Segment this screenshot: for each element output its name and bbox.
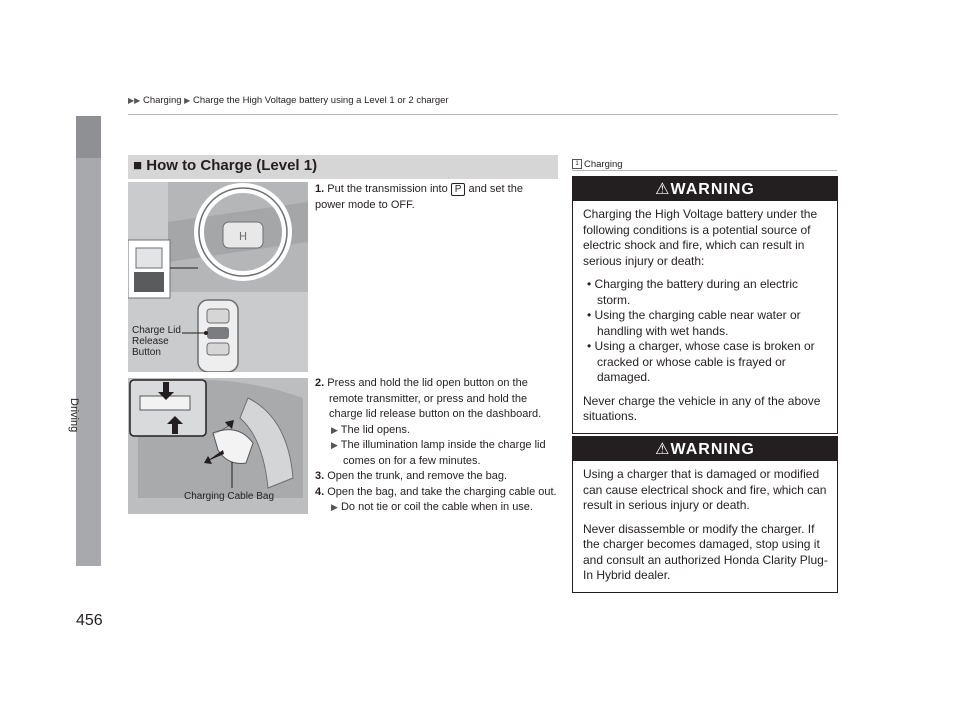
warning-intro: Charging the High Voltage battery under the following conditions is a potential source of electric shock and fire, which can result in serious injury or death:	[583, 207, 818, 268]
breadcrumb-arrow-icon: ▶▶	[128, 96, 141, 105]
step-2-sub-1: ▶ The lid opens.	[331, 423, 410, 436]
reference-icon: 1	[572, 159, 582, 169]
warning-triangle-icon: ⚠	[655, 441, 671, 458]
warning-outro: Never disassemble or modify the charger. If the charger becomes damaged, stop using it and consult an authorized Honda Clarity Plug-In Hybrid dealer.	[583, 521, 828, 582]
side-tab	[76, 116, 101, 566]
result-arrow-icon: ▶	[331, 502, 338, 512]
warning-intro: Using a charger that is damaged or modified can cause electrical shock and fire, which can result in serious injury or death.	[583, 467, 827, 512]
park-key-icon: P	[451, 183, 466, 196]
warning-box-2	[572, 436, 838, 593]
warning-outro: Never charge the vehicle in any of the above situations.	[583, 393, 821, 423]
breadcrumb-part-1[interactable]: Charging	[142, 95, 182, 106]
charging-cable-bag-label: Charging Cable Bag	[184, 491, 275, 502]
warning-box-1	[572, 176, 838, 434]
section-marker: ■	[133, 157, 143, 174]
sidebar-divider	[572, 170, 837, 171]
side-tab-marker	[76, 116, 101, 158]
warning-triangle-icon: ⚠	[655, 181, 671, 198]
warning-bullet: • Charging the battery during an electric storm.	[583, 277, 829, 308]
trunk-illustration	[128, 378, 308, 514]
dashboard-illustration	[128, 182, 308, 372]
result-arrow-icon: ▶	[331, 440, 338, 450]
step-2-sub-2: ▶ The illumination lamp inside the charge lid comes on for a few minutes.	[331, 439, 546, 467]
warning-header: ⚠WARNING	[573, 177, 837, 201]
charge-lid-release-button-label: Charge Lid Release Button	[132, 325, 181, 358]
step-4: 4. Open the bag, and take the charging cable out.	[315, 485, 557, 498]
warning-bullet: • Using a charger, whose case is broken or cracked or whose cable is frayed or damaged.	[583, 339, 829, 386]
step-4-sub-1: ▶ Do not tie or coil the cable when in use.	[331, 501, 533, 513]
warning-list	[583, 277, 829, 386]
result-arrow-icon: ▶	[331, 424, 338, 435]
warning-bullet: • Using the charging cable near water or handling with wet hands.	[583, 308, 829, 339]
step-1: 1. Put the transmission into P and set the power mode to OFF.	[315, 183, 523, 211]
page-number: 456	[76, 612, 103, 629]
step-3: 3. Open the trunk, and remove the bag.	[315, 470, 508, 482]
breadcrumb	[128, 95, 449, 106]
sidebar-heading: 1 Charging	[572, 159, 623, 170]
breadcrumb-part-2[interactable]: Charge the High Voltage battery using a Level 1 or 2 charger	[192, 95, 449, 106]
warning-header: ⚠WARNING	[573, 437, 837, 461]
breadcrumb-arrow-icon: ▶	[184, 96, 191, 105]
section-title: ■ How to Charge (Level 1)	[133, 157, 318, 174]
step-2: 2. Press and hold the lid open button on the remote transmitter, or press and hold the charge lid release button on the dashboard. ▶ The lid opens. ▶ The illumination lamp inside the charge lid comes on for a few minutes. 3. Open the trunk, and remove the bag. 4. Open the bag, and take the charging cable out. ▶ Do not tie or coil the cable when in use.	[315, 376, 560, 516]
side-tab-label: Driving	[68, 398, 80, 433]
svg-text:H: H	[238, 230, 248, 243]
header-divider	[128, 114, 838, 115]
